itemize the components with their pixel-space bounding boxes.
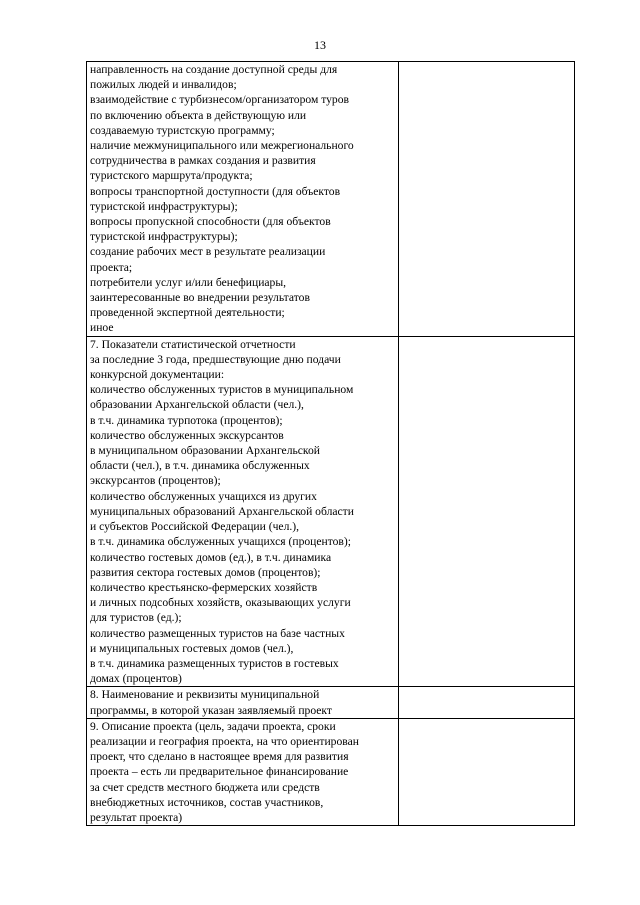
criterion-line: количество обслуженных туристов в муниципальном: [90, 383, 354, 397]
criterion-line: иное: [90, 321, 114, 335]
page-number: 13: [314, 38, 326, 52]
criterion-line: развития сектора гостевых домов (процентов);: [90, 565, 321, 579]
criterion-line: количество обслуженных учащихся из других: [90, 489, 317, 503]
criterion-line: 7. Показатели статистической отчетности: [90, 337, 296, 351]
criterion-line: и личных подсобных хозяйств, оказывающих услуги: [90, 596, 351, 610]
criterion-line: создание рабочих мест в результате реализации: [90, 245, 326, 259]
criterion-line: в т.ч. динамика размещенных туристов в гостевых: [90, 656, 339, 670]
criterion-line: проект, что сделано в настоящее время для развития: [90, 750, 349, 764]
criterion-line: и субъектов Российской Федерации (чел.),: [90, 520, 300, 534]
criterion-line: туристской инфраструктуры);: [90, 199, 238, 213]
criterion-line: домах (процентов): [90, 672, 182, 686]
criterion-line: направленность на создание доступной среды для: [90, 63, 338, 76]
criterion-line: количество гостевых домов (ед.), в т.ч. динамика: [90, 550, 332, 564]
criterion-line: потребители услуг и/или бенефициары,: [90, 275, 287, 289]
criterion-line: за последние 3 года, предшествующие дню подачи: [90, 352, 341, 366]
criterion-line: наличие межмуниципального или межрегионального: [90, 139, 354, 153]
criterion-line: количество размещенных туристов на базе частных: [90, 626, 345, 640]
criterion-line: в т.ч. динамика турпотока (процентов);: [90, 413, 283, 427]
criterion-line: и муниципальных гостевых домов (чел.),: [90, 641, 294, 655]
criterion-line: проекта;: [90, 260, 133, 274]
criterion-line: для туристов (ед.);: [90, 611, 182, 625]
value-cell[interactable]: [399, 336, 575, 687]
table-row: [87, 336, 575, 687]
criterion-line: пожилых людей и инвалидов;: [90, 78, 237, 92]
criterion-line: конкурсной документации:: [90, 368, 225, 382]
criterion-line: вопросы пропускной способности (для объектов: [90, 215, 331, 229]
criterion-line: туристской инфраструктуры);: [90, 230, 238, 244]
table-row: [87, 687, 575, 718]
criterion-line: внебюджетных источников, состав участников,: [90, 795, 324, 809]
criterion-cell: [87, 718, 399, 825]
criterion-line: проекта – есть ли предварительное финансирование: [90, 765, 349, 779]
table-body: [87, 62, 575, 826]
criterion-line: количество крестьянско-фермерских хозяйств: [90, 580, 318, 594]
table-row: [87, 62, 575, 337]
value-cell[interactable]: [399, 687, 575, 718]
criterion-line: программы, в которой указан заявляемый проект: [90, 703, 332, 717]
criterion-line: в т.ч. динамика обслуженных учащихся (процентов);: [90, 535, 351, 549]
table-row: [87, 718, 575, 825]
criterion-line: муниципальных образований Архангельской области: [90, 504, 354, 518]
value-cell[interactable]: [399, 62, 575, 337]
criterion-cell: [87, 336, 399, 687]
criterion-line: проведенной экспертной деятельности;: [90, 306, 285, 320]
criterion-line: заинтересованные во внедрении результатов: [90, 291, 310, 305]
criterion-line: 9. Описание проекта (цель, задачи проекта, сроки: [90, 719, 336, 733]
criterion-line: количество обслуженных экскурсантов: [90, 428, 284, 442]
criterion-line: вопросы транспортной доступности (для объектов: [90, 184, 341, 198]
application-form-table: [86, 61, 575, 826]
criterion-line: туристского маршрута/продукта;: [90, 169, 253, 183]
criterion-line: области (чел.), в т.ч. динамика обслуженных: [90, 459, 310, 473]
criterion-cell: [87, 62, 399, 337]
value-cell[interactable]: [399, 718, 575, 825]
criterion-line: экскурсантов (процентов);: [90, 474, 221, 488]
criterion-line: создаваемую туристскую программу;: [90, 123, 275, 137]
criterion-line: в муниципальном образовании Архангельской: [90, 444, 320, 458]
criterion-cell: [87, 687, 399, 718]
criterion-line: по включению объекта в действующую или: [90, 108, 307, 122]
criterion-line: за счет средств местного бюджета или средств: [90, 780, 320, 794]
criterion-line: сотрудничества в рамках создания и развития: [90, 154, 316, 168]
criterion-line: результат проекта): [90, 810, 183, 824]
criterion-line: реализации и география проекта, на что ориентирован: [90, 734, 359, 748]
criterion-line: 8. Наименование и реквизиты муниципальной: [90, 688, 320, 702]
criterion-line: образовании Архангельской области (чел.),: [90, 398, 304, 412]
criterion-line: взаимодействие с турбизнесом/организатором туров: [90, 93, 349, 107]
